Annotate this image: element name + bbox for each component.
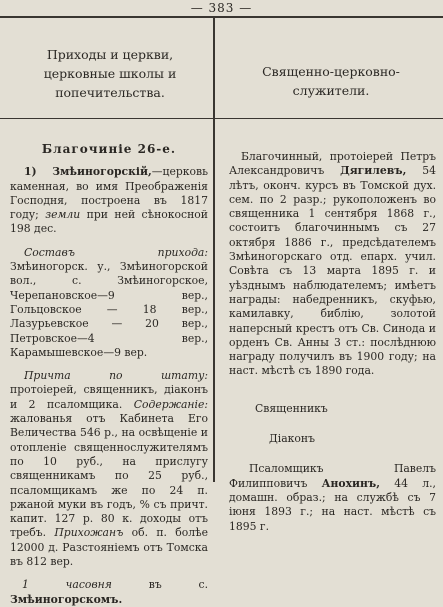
land-text: при ней сѣнокосной 198 дес. — [10, 208, 208, 236]
dean-name: протоіерей Петръ Александровичъ — [229, 150, 436, 178]
maintenance-text-1: жалованья отъ Кабинета — [10, 412, 174, 426]
table-header-row — [0, 18, 443, 119]
dean-intro: Благочинный, — [241, 150, 323, 163]
psalmist-surname: Анохинъ, — [321, 476, 380, 490]
header-parishes: Приходы и церкви, церковные школы и попечительства. — [43, 47, 177, 100]
addition-label: Прихожанъ — [54, 526, 124, 540]
column-divider — [213, 18, 215, 482]
register-table — [0, 16, 443, 606]
priest-label: Священникъ — [255, 401, 328, 415]
staff-label: Причта по штату: — [24, 369, 208, 383]
parish-entry — [10, 165, 208, 236]
psalmist-intro: Псаломщикъ Павелъ Филипповичъ — [229, 462, 436, 490]
maintenance-text-2: 546 р., на освѣщеніе и отопленіе священнослужителямъ по 10 руб., на прислугу священникамъ по 25 руб., псаломщикамъ же по 24 п. ржаной муки въ годъ, % съ причт. капит. 127 р. 80 к. доходы отъ требъ. — [10, 426, 208, 540]
psalmist-entry — [229, 462, 436, 533]
addition-text: об. п. болѣе 12000 д. Разстояніемъ отъ Томска въ 812 вер. — [10, 526, 209, 569]
staff-text: протоіерей, священникъ, діаконъ и 2 псаломщика. — [10, 383, 208, 411]
clergy-column — [229, 150, 436, 534]
deanery-title: Благочиніе 26-е. — [41, 142, 177, 156]
land-label: земли — [45, 208, 81, 222]
page-number: — 383 — — [190, 1, 253, 15]
chapel-place: Змѣиногорскомъ. — [10, 592, 123, 606]
composition-label: Составъ прихода: — [24, 245, 208, 259]
parish-composition — [10, 246, 208, 360]
majesty-text: Его Величества — [10, 412, 208, 440]
chapel-entry — [10, 578, 208, 607]
dean-text: 54 лѣтъ, оконч. курсъ въ Томской дух. сем. по 2 разр.; рукоположенъ во священника 1 сентября 1868 г., состоитъ благочиннымъ съ 27 октября 1886 г., предсѣдателемъ Змѣиногорскаго отд. епарх. учил. Совѣта съ 13 марта 1895 г. и уѣзднымъ наблюдателемъ; имѣетъ награды: набедренникъ, скуфью, камилавку, библію, золотой наперсный крестъ отъ Св. Синода и орденъ Св. Анны 3 ст.: послѣднюю награду получилъ въ 1900 году; на наст. мѣстѣ съ 1890 года. — [229, 164, 436, 378]
parish-name: Змѣиногорскій, — [52, 165, 152, 179]
chapel-count: 1 часовня — [22, 578, 112, 592]
psalmist-text: 44 л., домашн. образ.; на службѣ съ 7 іюня 1893 г.; на наст. мѣстѣ съ 1895 г. — [229, 476, 436, 533]
header-clergy: Священно-церковно-служители. — [262, 64, 400, 98]
parish-number: 1) — [24, 165, 37, 179]
staff-entry — [10, 369, 208, 569]
dean-surname: Дягилевъ, — [340, 164, 407, 178]
maintenance-label: Содержаніе: — [133, 397, 209, 411]
church-description: —церковь каменная, во имя Преображенія Господня, построена въ 1817 году; — [10, 165, 208, 222]
chapel-text: въ с. — [148, 578, 209, 592]
deacon-label: Діаконъ — [269, 432, 315, 446]
composition-text: Змѣиногорск. у., Змѣиногорской вол., с. Змѣиногорское, Черепановское—9 вер., Гольцовское — 18 вер., Лазурьевское — 20 вер., Петровское—4 вер., Карамышевское—9 вер. — [10, 260, 208, 359]
parish-column — [10, 142, 208, 607]
dean-entry — [229, 150, 436, 379]
